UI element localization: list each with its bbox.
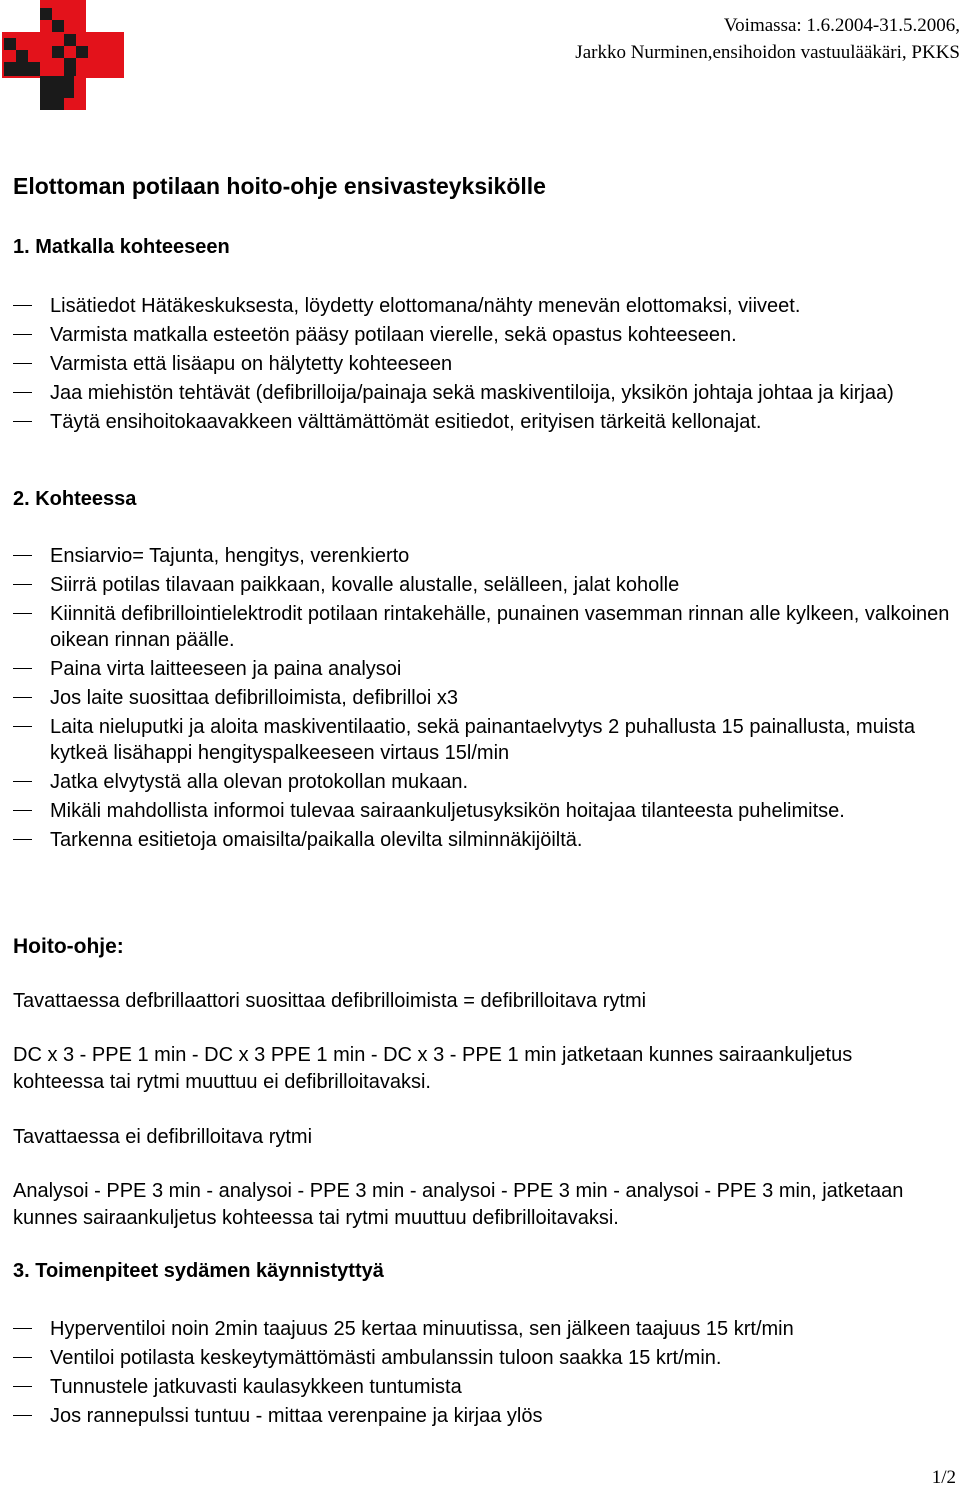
- hoito-paragraph: Tavattaessa ei defibrilloitava rytmi: [13, 1126, 313, 1148]
- list-item: Laita nieluputki ja aloita maskiventilaatio, sekä painantaelvytys 2 puhallusta 15 painallusta, muista kytkeä lisähappi hengityspalkeeseen virtaus 15l/min: [13, 714, 950, 766]
- list-item: Jos laite suosittaa defibrilloimista, defibrilloi x3: [13, 685, 950, 711]
- dash-bullet-icon: [13, 1415, 32, 1416]
- hoito-heading: Hoito-ohje:: [13, 935, 124, 958]
- section1-list: [13, 293, 950, 438]
- list-item: Varmista että lisäapu on hälytetty kohteeseen: [13, 351, 950, 377]
- page-number: 1/2: [931, 1467, 956, 1488]
- section2-heading: 2. Kohteessa: [13, 488, 137, 510]
- dash-bullet-icon: [13, 305, 32, 306]
- dash-bullet-icon: [13, 421, 32, 422]
- list-item: Paina virta laitteeseen ja paina analysoi: [13, 656, 950, 682]
- document-title: Elottoman potilaan hoito-ohje ensivasteyksikölle: [13, 173, 546, 199]
- dash-bullet-icon: [13, 697, 32, 698]
- list-item: Mikäli mahdollista informoi tulevaa sairaankuljetusyksikön hoitajaa tilanteesta puhelimitse.: [13, 798, 950, 824]
- hoito-paragraph: Tavattaessa defbrillaattori suosittaa defibrilloimista = defibrilloitava rytmi: [13, 990, 647, 1012]
- dash-bullet-icon: [13, 810, 32, 811]
- dash-bullet-icon: [13, 1328, 32, 1329]
- list-item: Ventiloi potilasta keskeytymättömästi ambulanssin tuloon saakka 15 krt/min.: [13, 1345, 950, 1371]
- validity-text: Voimassa: 1.6.2004-31.5.2006,: [723, 15, 960, 36]
- dash-bullet-icon: [13, 613, 32, 614]
- dash-bullet-icon: [13, 726, 32, 727]
- list-item: Varmista matkalla esteetön pääsy potilaan vierelle, sekä opastus kohteeseen.: [13, 322, 950, 348]
- dash-bullet-icon: [13, 334, 32, 335]
- dash-bullet-icon: [13, 584, 32, 585]
- dash-bullet-icon: [13, 1357, 32, 1358]
- list-item: Jaa miehistön tehtävät (defibrilloija/painaja sekä maskiventiloija, yksikön johtaja johtaa ja kirjaa): [13, 380, 950, 406]
- list-item: Kiinnitä defibrillointielektrodit potilaan rintakehälle, punainen vasemman rinnan alle kylkeen, valkoinen oikean rinnan päälle.: [13, 601, 950, 653]
- hoito-paragraph: DC x 3 - PPE 1 min - DC x 3 PPE 1 min - DC x 3 - PPE 1 min jatketaan kunnes sairaankuljetus kohteessa tai rytmi muuttuu ei defibrilloitavaksi.: [13, 1044, 853, 1093]
- dash-bullet-icon: [13, 1386, 32, 1387]
- list-item: Tarkenna esitietoja omaisilta/paikalla olevilta silminnäkijöiltä.: [13, 827, 950, 853]
- dash-bullet-icon: [13, 668, 32, 669]
- section3-list: [13, 1316, 950, 1432]
- section2-list: [13, 543, 950, 856]
- hoito-paragraph: Analysoi - PPE 3 min - analysoi - PPE 3 min - analysoi - PPE 3 min - analysoi - PPE 3 min, jatketaan kunnes sairaankuljetus kohteessa tai rytmi muuttuu defibrilloitavaksi.: [13, 1180, 904, 1229]
- list-item: Siirrä potilas tilavaan paikkaan, kovalle alustalle, selälleen, jalat koholle: [13, 572, 950, 598]
- dash-bullet-icon: [13, 839, 32, 840]
- list-item: Lisätiedot Hätäkeskuksesta, löydetty elottomana/nähty menevän elottomaksi, viiveet.: [13, 293, 950, 319]
- list-item: Ensiarvio= Tajunta, hengitys, verenkierto: [13, 543, 950, 569]
- dash-bullet-icon: [13, 363, 32, 364]
- document-header: [575, 12, 960, 66]
- section3-heading: 3. Toimenpiteet sydämen käynnistyttyä: [13, 1260, 384, 1282]
- list-item: Täytä ensihoitokaavakkeen välttämättömät esitiedot, erityisen tärkeitä kellonajat.: [13, 409, 950, 435]
- list-item: Jatka elvytystä alla olevan protokollan mukaan.: [13, 769, 950, 795]
- list-item: Jos rannepulssi tuntuu - mittaa verenpaine ja kirjaa ylös: [13, 1403, 950, 1429]
- author-text: Jarkko Nurminen,ensihoidon vastuulääkäri, PKKS: [575, 42, 960, 63]
- dash-bullet-icon: [13, 392, 32, 393]
- section1-heading: 1. Matkalla kohteeseen: [13, 236, 230, 258]
- dash-bullet-icon: [13, 555, 32, 556]
- dash-bullet-icon: [13, 781, 32, 782]
- list-item: Hyperventiloi noin 2min taajuus 25 kertaa minuutissa, sen jälkeen taajuus 15 krt/min: [13, 1316, 950, 1342]
- red-cross-logo-icon: [2, 0, 124, 110]
- list-item: Tunnustele jatkuvasti kaulasykkeen tuntumista: [13, 1374, 950, 1400]
